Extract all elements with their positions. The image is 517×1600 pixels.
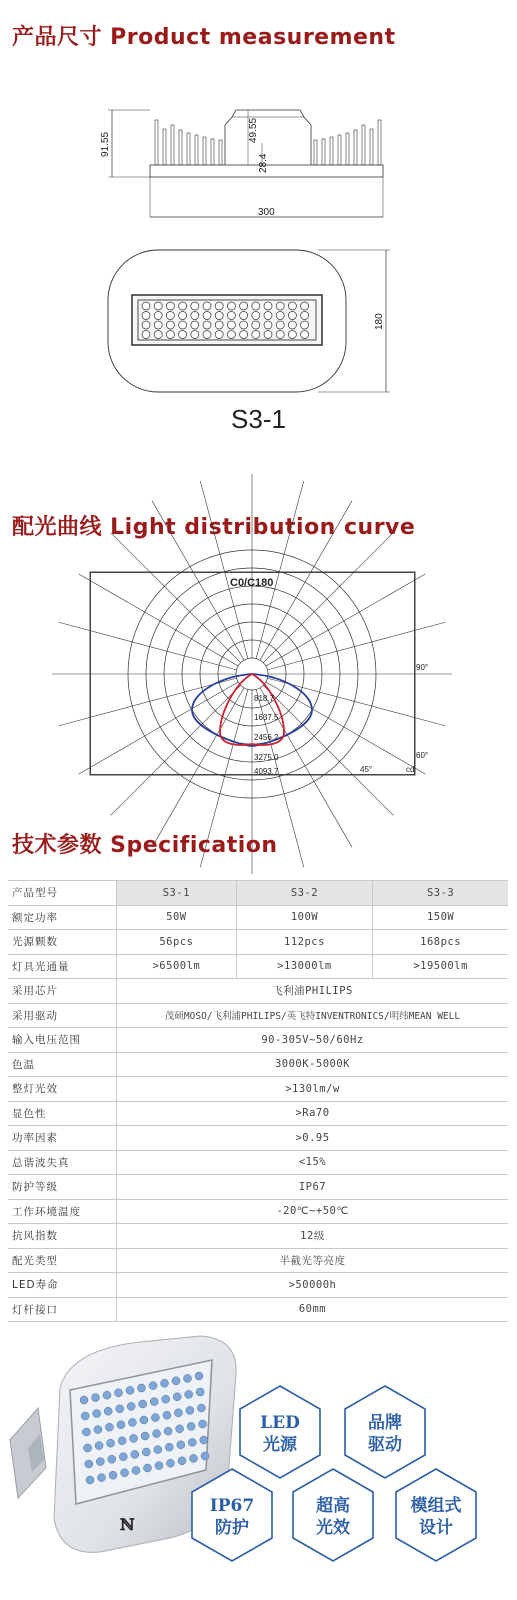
spec-label: 总谐波失真 <box>8 1150 117 1175</box>
spec-value: 100W <box>236 905 372 930</box>
spec-value: IP67 <box>117 1175 509 1200</box>
spec-label: 抗风指数 <box>8 1224 117 1249</box>
spec-row <box>8 1052 508 1077</box>
spec-value: >50000h <box>117 1273 509 1298</box>
angle-90: 90° <box>416 663 429 672</box>
curve-label-3: 2456.2 <box>254 733 279 742</box>
svg-text:品牌: 品牌 <box>368 1413 402 1433</box>
spec-label: 额定功率 <box>8 905 117 930</box>
spec-label: 产品型号 <box>8 881 117 906</box>
curve-label-1: 818.7 <box>254 694 275 703</box>
spec-label: 显色性 <box>8 1101 117 1126</box>
spec-label: LED寿命 <box>8 1273 117 1298</box>
svg-text:IP67: IP67 <box>209 1496 255 1516</box>
spec-row <box>8 979 508 1004</box>
spec-value: S3-3 <box>373 881 508 906</box>
spec-label: 整灯光效 <box>8 1077 117 1102</box>
svg-text:光源: 光源 <box>263 1435 297 1455</box>
svg-text:驱动: 驱动 <box>368 1435 402 1455</box>
spec-value: 90-305V~50/60Hz <box>117 1028 509 1053</box>
spec-value: 茂硕MOSO/飞利浦PHILIPS/英飞特INVENTRONICS/明纬MEAN WELL <box>117 1003 509 1028</box>
spec-value: 3000K-5000K <box>117 1052 509 1077</box>
spec-label: 工作环境温度 <box>8 1199 117 1224</box>
spec-label: 采用驱动 <box>8 1003 117 1028</box>
dim-height-inner: 28.4 <box>258 153 269 173</box>
angle-45: 45° <box>360 765 373 774</box>
spec-value: 150W <box>373 905 508 930</box>
spec-header-row <box>8 881 508 906</box>
spec-row <box>8 930 508 955</box>
spec-label: 输入电压范围 <box>8 1028 117 1053</box>
spec-label: 功率因素 <box>8 1126 117 1151</box>
badge-led-source <box>240 1386 320 1478</box>
curve-label-2: 1637.5 <box>254 713 279 722</box>
spec-value: 50W <box>117 905 237 930</box>
spec-label: 灯杆接口 <box>8 1297 117 1322</box>
dim-depth: 180 <box>374 313 385 330</box>
measurement-title: 产品尺寸 Product measurement <box>12 25 396 50</box>
spec-row <box>8 1101 508 1126</box>
side-view-drawing <box>0 95 517 235</box>
unit-cd: cd <box>406 765 415 774</box>
svg-text:ℕ: ℕ <box>120 1515 135 1534</box>
spec-row <box>8 1003 508 1028</box>
spec-value: S3-2 <box>236 881 372 906</box>
top-view-drawing <box>0 248 517 396</box>
spec-value: >Ra70 <box>117 1101 509 1126</box>
dim-height-top: 49.55 <box>248 117 259 143</box>
spec-row <box>8 1077 508 1102</box>
spec-row <box>8 1273 508 1298</box>
spec-label: 采用芯片 <box>8 979 117 1004</box>
badge-high-efficiency <box>293 1469 373 1561</box>
spec-label: 配光类型 <box>8 1248 117 1273</box>
spec-row <box>8 1175 508 1200</box>
spec-value: >6500lm <box>117 954 237 979</box>
spec-value: 12级 <box>117 1224 509 1249</box>
badge-modular-design <box>396 1469 476 1561</box>
spec-value: 半截光等亮度 <box>117 1248 509 1273</box>
svg-text:光效: 光效 <box>316 1518 350 1538</box>
spec-value: 168pcs <box>373 930 508 955</box>
svg-text:超高: 超高 <box>316 1496 350 1516</box>
spec-table <box>8 880 508 1322</box>
svg-text:设计: 设计 <box>419 1518 453 1538</box>
spec-row <box>8 954 508 979</box>
spec-row <box>8 1150 508 1175</box>
dim-height-total: 91.55 <box>100 131 111 157</box>
spec-row <box>8 1028 508 1053</box>
spec-value: >13000lm <box>236 954 372 979</box>
curve-label-5: 4093.7 <box>254 767 279 776</box>
light-distribution-chart <box>90 572 429 776</box>
spec-value: 112pcs <box>236 930 372 955</box>
spec-label: 灯具光通量 <box>8 954 117 979</box>
spec-label: 光源颗数 <box>8 930 117 955</box>
badge-ip67 <box>192 1469 272 1561</box>
spec-value: S3-1 <box>117 881 237 906</box>
spec-value: >130lm/w <box>117 1077 509 1102</box>
spec-label: 防护等级 <box>8 1175 117 1200</box>
spec-title: 技术参数 Specification <box>12 833 278 858</box>
spec-label: 色温 <box>8 1052 117 1077</box>
feature-badges <box>180 1380 517 1600</box>
spec-value: <15% <box>117 1150 509 1175</box>
spec-row <box>8 1248 508 1273</box>
spec-value: 60mm <box>117 1297 509 1322</box>
spec-value: 飞利浦PHILIPS <box>117 979 509 1004</box>
spec-row <box>8 1126 508 1151</box>
spec-value: >19500lm <box>373 954 508 979</box>
svg-text:LED: LED <box>260 1413 300 1433</box>
angle-60: 60° <box>416 751 429 760</box>
spec-value: 56pcs <box>117 930 237 955</box>
curve-title: 配光曲线 Light distribution curve <box>12 515 416 540</box>
spec-value: >0.95 <box>117 1126 509 1151</box>
model-label: S3-1 <box>231 404 286 434</box>
spec-row <box>8 1199 508 1224</box>
badge-brand-driver <box>345 1386 425 1478</box>
spec-row <box>8 1297 508 1322</box>
curve-label-4: 3275.0 <box>254 753 279 762</box>
spec-row <box>8 905 508 930</box>
spec-row <box>8 1224 508 1249</box>
svg-text:防护: 防护 <box>215 1518 249 1538</box>
spec-value: -20℃~+50℃ <box>117 1199 509 1224</box>
svg-text:模组式: 模组式 <box>410 1496 462 1516</box>
dim-width: 300 <box>258 207 275 218</box>
curve-chart-title: C0/C180 <box>230 577 274 589</box>
